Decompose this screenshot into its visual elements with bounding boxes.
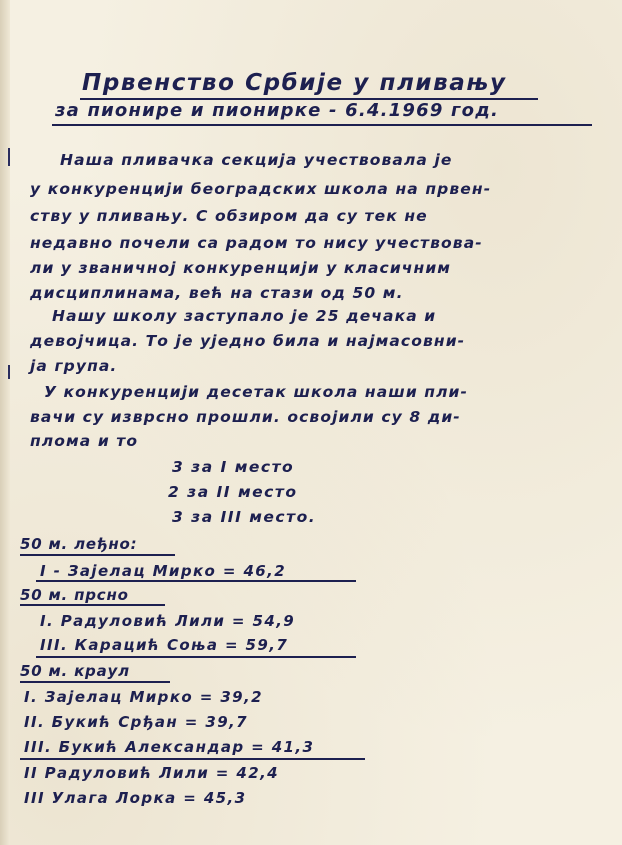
- result-line: III. Букић Александар = 41,3: [24, 738, 315, 756]
- result-divider: [20, 758, 365, 760]
- result-line: I. Зајелац Мирко = 39,2: [24, 688, 263, 706]
- subtitle-underline: [52, 124, 592, 126]
- page-title: Првенство Србије у пливању: [82, 70, 507, 96]
- body-line: Нашу школу заступало је 25 дечака и: [52, 307, 437, 325]
- margin-mark: [8, 365, 10, 379]
- result-underline: [36, 580, 356, 582]
- body-line: Наша пливачка секција учествовала је: [60, 151, 453, 169]
- body-line: у конкуренцији београдских школа на првен-: [30, 180, 492, 198]
- section-heading-breaststroke: 50 м. прсно: [20, 586, 129, 604]
- body-line: недавно почели са радом то нису учествова-: [30, 234, 483, 252]
- section-underline: [20, 604, 165, 606]
- result-line: II Радуловић Лили = 42,4: [24, 764, 280, 782]
- medal-count-line: 2 за II место: [168, 483, 298, 501]
- body-line: дисциплинама, већ на стази од 50 м.: [30, 284, 404, 302]
- page-subtitle: за пионире и пионирке - 6.4.1969 год.: [55, 100, 499, 121]
- result-line: II. Букић Срђан = 39,7: [24, 713, 248, 731]
- page-binding-edge: [0, 0, 10, 845]
- body-line: плома и то: [30, 432, 139, 450]
- body-line: У конкуренцији десетак школа наши пли-: [44, 383, 469, 401]
- body-line: ству у пливању. С обзиром да су тек не: [30, 207, 428, 225]
- section-heading-backstroke: 50 м. леђно:: [20, 535, 138, 553]
- body-line: ја група.: [30, 357, 118, 375]
- medal-count-line: 3 за I место: [172, 458, 295, 476]
- result-line: III Улага Лорка = 45,3: [24, 789, 247, 807]
- result-line: I. Радуловић Лили = 54,9: [40, 612, 296, 630]
- result-underline: [36, 656, 356, 658]
- body-line: ли у званичној конкуренцији у класичним: [30, 259, 452, 277]
- medal-count-line: 3 за III место.: [172, 508, 317, 526]
- section-heading-crawl: 50 м. краул: [20, 662, 130, 680]
- section-underline: [20, 554, 175, 556]
- body-line: девојчица. То је уједно била и најмасовни-: [30, 332, 466, 350]
- section-underline: [20, 681, 170, 683]
- margin-mark: [8, 148, 10, 166]
- result-line: III. Карацић Соња = 59,7: [40, 636, 289, 654]
- result-line: I - Зајелац Мирко = 46,2: [40, 562, 287, 580]
- body-line: вачи су изврсно прошли. освојили су 8 ди-: [30, 408, 461, 426]
